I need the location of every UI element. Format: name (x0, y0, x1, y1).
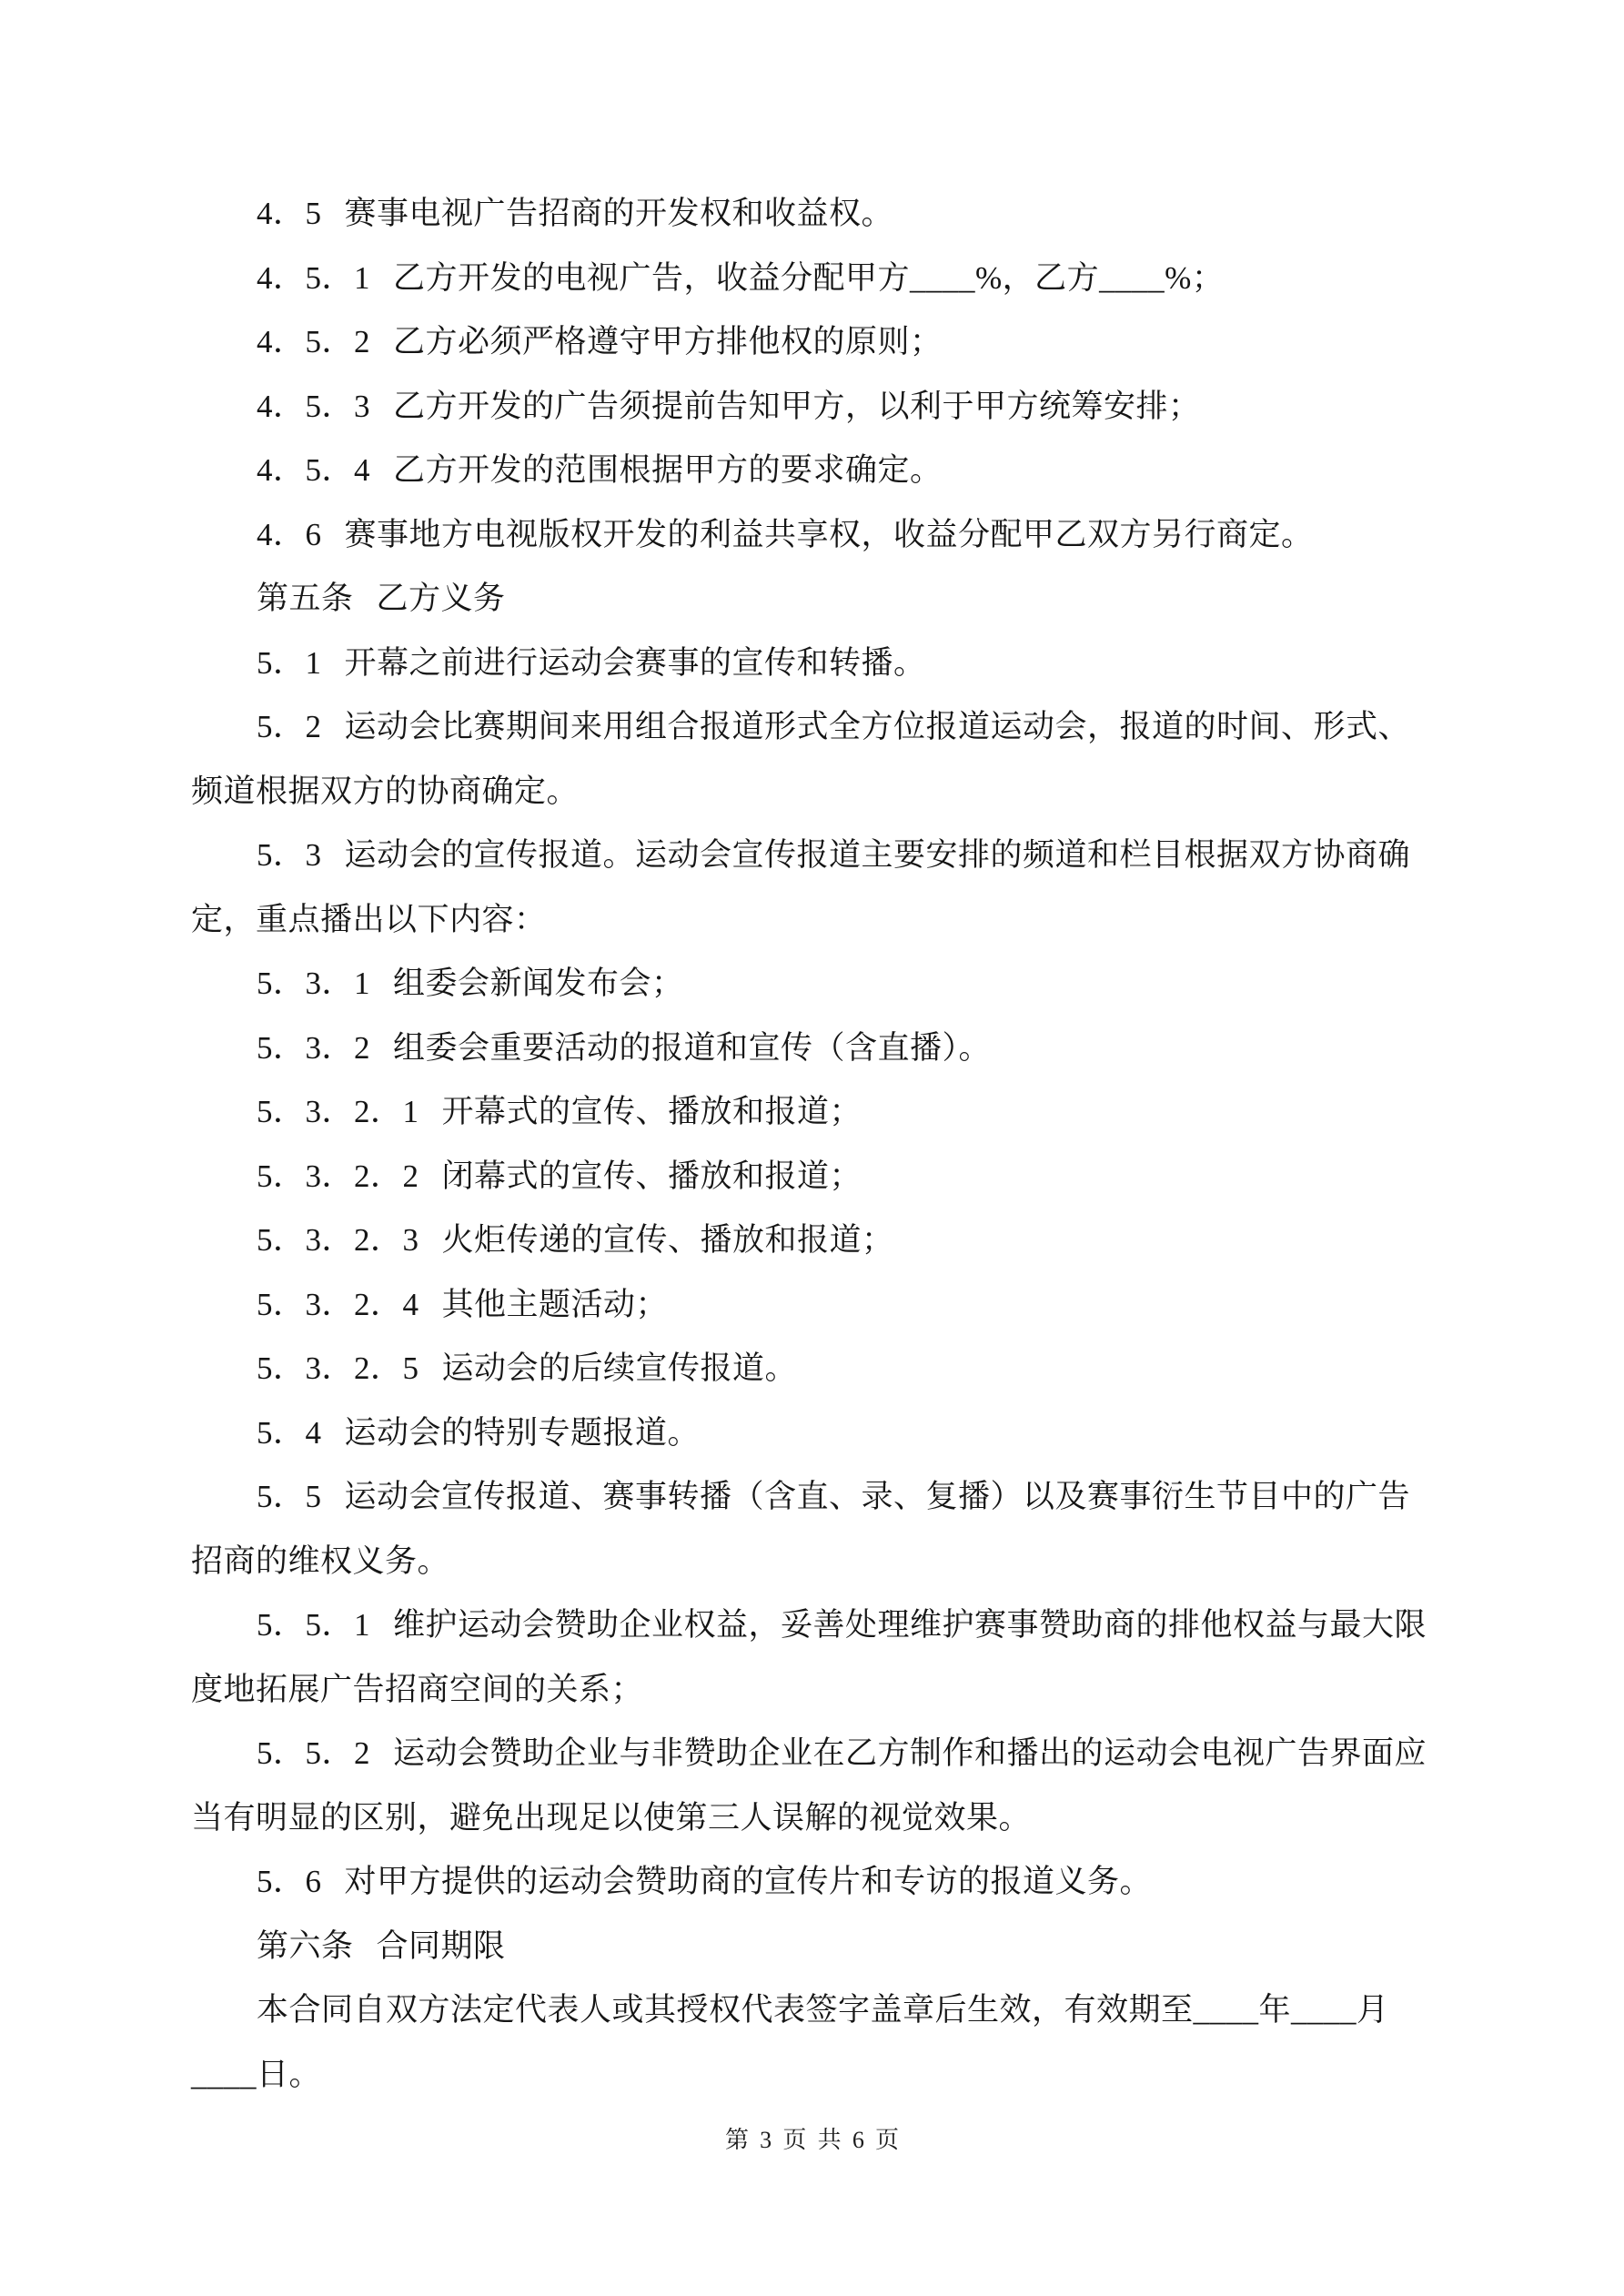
paragraph-line: 第六条 合同期限 (257, 1927, 506, 1964)
paragraph-line: 5．3．2．4 其他主题活动； (257, 1286, 669, 1322)
paragraph-line: 5．1 开幕之前进行运动会赛事的宣传和转播。 (257, 644, 926, 681)
paragraph-line: 5．3．1 组委会新闻发布会； (257, 966, 684, 1001)
wrapped-line: 度地拓展广告招商空间的关系； (191, 1671, 644, 1707)
paragraph-line: 5．5．1 维护运动会赞助企业权益，妥善处理维护赛事赞助商的排他权益与最大限 (257, 1607, 1427, 1643)
wrapped-line: 招商的维权义务。 (191, 1542, 450, 1579)
paragraph-line: 5．3．2．1 开幕式的宣传、播放和报道； (257, 1094, 862, 1129)
wrapped-line: 当有明显的区别，避免出现足以使第三人误解的视觉效果。 (191, 1799, 1032, 1836)
wrapped-line: 定，重点播出以下内容： (191, 901, 547, 937)
page-footer (0, 2119, 1624, 2162)
wrapped-line: 频道根据双方的协商确定。 (191, 773, 580, 809)
paragraph-line: 5．3．2．3 火炬传递的宣传、播放和报道； (257, 1222, 894, 1258)
paragraph-line: 5．3 运动会的宣传报道。运动会宣传报道主要安排的频道和栏目根据双方协商确 (257, 837, 1411, 873)
paragraph-line: 5．3．2 组委会重要活动的报道和宣传（含直播）。 (257, 1029, 992, 1066)
paragraph-line: 第五条 乙方义务 (257, 581, 506, 616)
paragraph-line: 4．5．2 乙方必须严格遵守甲方排他权的原则； (257, 324, 943, 359)
paragraph-line: 5．2 运动会比赛期间来用组合报道形式全方位报道运动会，报道的时间、形式、 (257, 709, 1411, 744)
wrapped-line: ____日。 (191, 2056, 322, 2092)
paragraph-line: 5．4 运动会的特别专题报道。 (257, 1414, 701, 1451)
paragraph-line: 5．5 运动会宣传报道、赛事转播（含直、录、复播）以及赛事衍生节目中的广告 (257, 1479, 1411, 1514)
paragraph-line: 5．6 对甲方提供的运动会赞助商的宣传片和专访的报道义务。 (257, 1864, 1153, 1899)
paragraph-line: 5．3．2．2 闭幕式的宣传、播放和报道； (257, 1158, 862, 1194)
paragraph-line: 5．3．2．5 运动会的后续宣传报道。 (257, 1350, 798, 1386)
contract-body-text (191, 182, 1442, 2107)
page-number-indicator: 第 3 页 共 6 页 (724, 2127, 900, 2153)
paragraph-line: 4．5 赛事电视广告招商的开发权和收益权。 (257, 196, 894, 231)
paragraph-line: 4．5．3 乙方开发的广告须提前告知甲方，以利于甲方统筹安排； (257, 388, 1201, 424)
paragraph-line: 4．6 赛事地方电视版权开发的利益共享权，收益分配甲乙双方另行商定。 (257, 516, 1314, 552)
paragraph-line: 本合同自双方法定代表人或其授权代表签字盖章后生效，有效期至____年____月 (257, 1992, 1389, 2028)
paragraph-line: 5．5．2 运动会赞助企业与非赞助企业在乙方制作和播出的运动会电视广告界面应 (257, 1735, 1427, 1771)
paragraph-line: 4．5．4 乙方开发的范围根据甲方的要求确定。 (257, 452, 943, 488)
paragraph-line: 4．5．1 乙方开发的电视广告，收益分配甲方____%，乙方____%； (257, 259, 1225, 296)
